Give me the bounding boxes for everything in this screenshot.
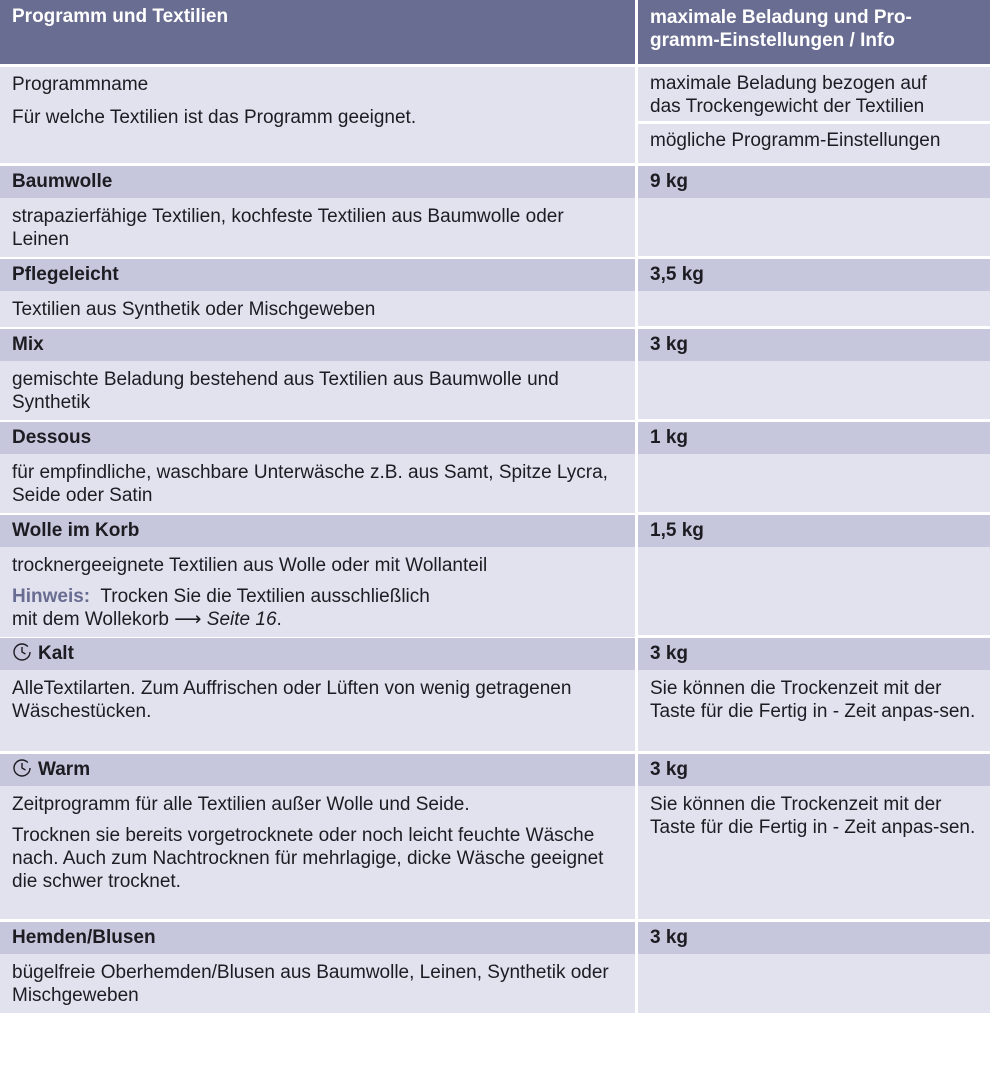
program-name: Wolle im Korb <box>0 515 635 547</box>
hint-label: Hinweis: <box>12 586 91 607</box>
program-load: 3 kg <box>638 638 990 670</box>
program-load: 3,5 kg <box>638 259 990 291</box>
table-row <box>0 754 990 922</box>
program-desc: Zeitprogramm für alle Textilien außer Wolle und Seide. <box>12 794 470 815</box>
legend-load-line1: maximale Beladung bezogen auf <box>650 73 927 94</box>
program-info <box>638 954 990 1013</box>
legend-settings: mögliche Programm-Einstellungen <box>638 121 990 163</box>
program-name: Hemden/Blusen <box>0 922 635 954</box>
program-info <box>638 291 990 326</box>
timer-icon <box>12 642 32 662</box>
hint <box>12 585 623 631</box>
legend-load <box>638 67 990 121</box>
legend-left <box>0 67 635 163</box>
table-row <box>0 638 990 754</box>
program-desc: AlleTextilarten. Zum Auffrischen oder Lüften von wenig getragenen Wäschestücken. <box>0 670 635 751</box>
arrow-right-icon: ⟶ <box>174 609 202 630</box>
program-load: 9 kg <box>638 166 990 198</box>
legend-desc: Für welche Textilien ist das Programm geeignet. <box>12 107 417 128</box>
program-desc: trocknergeeignete Textilien aus Wolle oder mit Wollanteil <box>12 555 488 576</box>
program-load: 1,5 kg <box>638 515 990 547</box>
hint-end: . <box>276 609 282 630</box>
legend-load-line2: das Trockengewicht der Textilien <box>650 96 925 117</box>
hint-text-line2: mit dem Wollekorb <box>12 609 169 630</box>
program-name: Pflegeleicht <box>0 259 635 291</box>
page-reference-link[interactable]: Seite 16 <box>206 609 277 630</box>
program-name-wrap <box>0 638 635 670</box>
program-info <box>638 361 990 419</box>
legend-row <box>0 67 990 166</box>
program-name: Warm <box>38 759 91 780</box>
program-desc: für empfindliche, waschbare Unterwäsche z.B. aus Samt, Spitze Lycra, Seide oder Satin <box>0 454 635 513</box>
table-row <box>0 259 990 329</box>
table-row <box>0 166 990 259</box>
program-name: Mix <box>0 329 635 361</box>
table-row <box>0 422 990 515</box>
legend-right <box>635 67 990 163</box>
program-name-wrap <box>0 754 635 786</box>
table-row <box>0 922 990 1013</box>
program-desc: strapazierfähige Textilien, kochfeste Textilien aus Baumwolle oder Leinen <box>0 198 635 257</box>
table-row <box>0 329 990 422</box>
program-name: Kalt <box>38 643 74 664</box>
header-load-line2: gramm-Einstellungen / Info <box>650 30 895 51</box>
program-desc-2: Trocknen sie bereits vorgetrocknete oder noch leicht feuchte Wäsche nach. Auch zum Nachtrocknen für mehrlagige, dicke Wäsche geeignet die schwer trocknet. <box>12 825 604 892</box>
table-row <box>0 515 990 638</box>
program-name: Dessous <box>0 422 635 454</box>
program-load: 3 kg <box>638 329 990 361</box>
program-desc: gemischte Beladung bestehend aus Textilien aus Baumwolle und Synthetik <box>0 361 635 420</box>
program-desc: bügelfreie Oberhemden/Blusen aus Baumwolle, Leinen, Synthetik oder Mischgeweben <box>0 954 635 1013</box>
program-load: 1 kg <box>638 422 990 454</box>
program-load: 3 kg <box>638 754 990 786</box>
program-info <box>638 454 990 512</box>
table-header <box>0 0 990 67</box>
header-load-line1: maximale Beladung und Pro- <box>650 7 912 28</box>
legend-name: Programmname <box>12 74 149 95</box>
program-info: Sie können die Trockenzeit mit der Taste für die Fertig in - Zeit anpas-sen. <box>638 786 990 919</box>
header-programs: Programm und Textilien <box>12 6 229 27</box>
program-desc: Textilien aus Synthetik oder Mischgeweben <box>0 291 635 327</box>
program-load: 3 kg <box>638 922 990 954</box>
program-info <box>638 198 990 256</box>
hint-text-line1: Trocken Sie die Textilien ausschließlich <box>100 586 430 607</box>
program-info: Sie können die Trockenzeit mit der Taste für die Fertig in - Zeit anpas-sen. <box>638 670 990 751</box>
header-load <box>635 0 990 64</box>
timer-icon <box>12 758 32 778</box>
program-info <box>638 547 990 635</box>
program-name: Baumwolle <box>0 166 635 198</box>
